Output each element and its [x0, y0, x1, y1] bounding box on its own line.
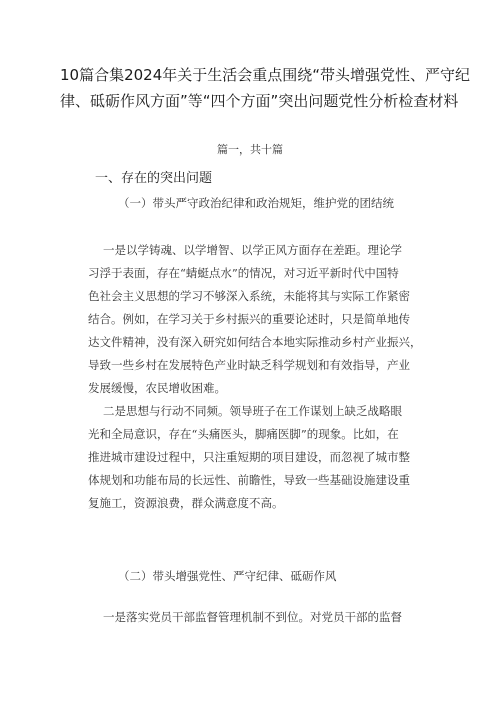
- paragraph-1: [88, 239, 428, 400]
- paragraph-line: 一是以学铸魂、以学增智、以学正风方面存在差距。理论学: [103, 243, 402, 257]
- subheading-2: （二）带头增强党性、严守纪律、砥砺作风: [118, 569, 337, 583]
- paragraph-line: 一是落实党员干部监督管理机制不到位。对党员干部的监督: [103, 610, 402, 624]
- paragraph-line: 发展缓慢，农民增收困难。: [88, 381, 226, 395]
- document-title: [60, 62, 471, 114]
- section-label: 篇一，共十篇: [217, 143, 283, 156]
- paragraph-line: 光和全局意识，存在“头痛医头，脚痛医脚”的现象。比如，在: [88, 427, 399, 441]
- paragraph-line: 导致一些乡村在发展特色产业时缺乏科学规划和有效指导，产业: [88, 358, 410, 372]
- paragraph-line: 推进城市建设过程中，只注重短期的项目建设，而忽视了城市整: [88, 450, 410, 464]
- subheading-1: （一）带头严守政治纪律和政治规矩，维护党的团结统: [118, 196, 394, 210]
- paragraph-2: [88, 400, 428, 515]
- title-line-1: 10篇合集2024年关于生活会重点围绕“带头增强党性、严守纪: [60, 66, 471, 84]
- heading-problems: 一、存在的突出问题: [95, 171, 213, 186]
- paragraph-line: 结合。例如，在学习关于乡村振兴的重要论述时，只是简单地传: [88, 312, 410, 326]
- paragraph-line: 达文件精神，没有深入研究如何结合本地实际推动乡村产业振兴，: [88, 335, 422, 349]
- title-line-2: 律、砥砺作风方面”等“四个方面”突出问题党性分析检查材料: [60, 92, 459, 110]
- paragraph-line: 复施工，资源浪费，群众满意度不高。: [88, 496, 284, 510]
- paragraph-3: [88, 606, 428, 629]
- paragraph-line: 二是思想与行动不同频。领导班子在工作谋划上缺乏战略眼: [103, 404, 402, 418]
- paragraph-line: 体规划和功能布局的长远性、前瞻性，导致一些基础设施建设重: [88, 473, 410, 487]
- paragraph-line: 习浮于表面，存在“蜻蜓点水”的情况，对习近平新时代中国特: [88, 266, 399, 280]
- paragraph-line: 色社会主义思想的学习不够深入系统，未能将其与实际工作紧密: [88, 289, 410, 303]
